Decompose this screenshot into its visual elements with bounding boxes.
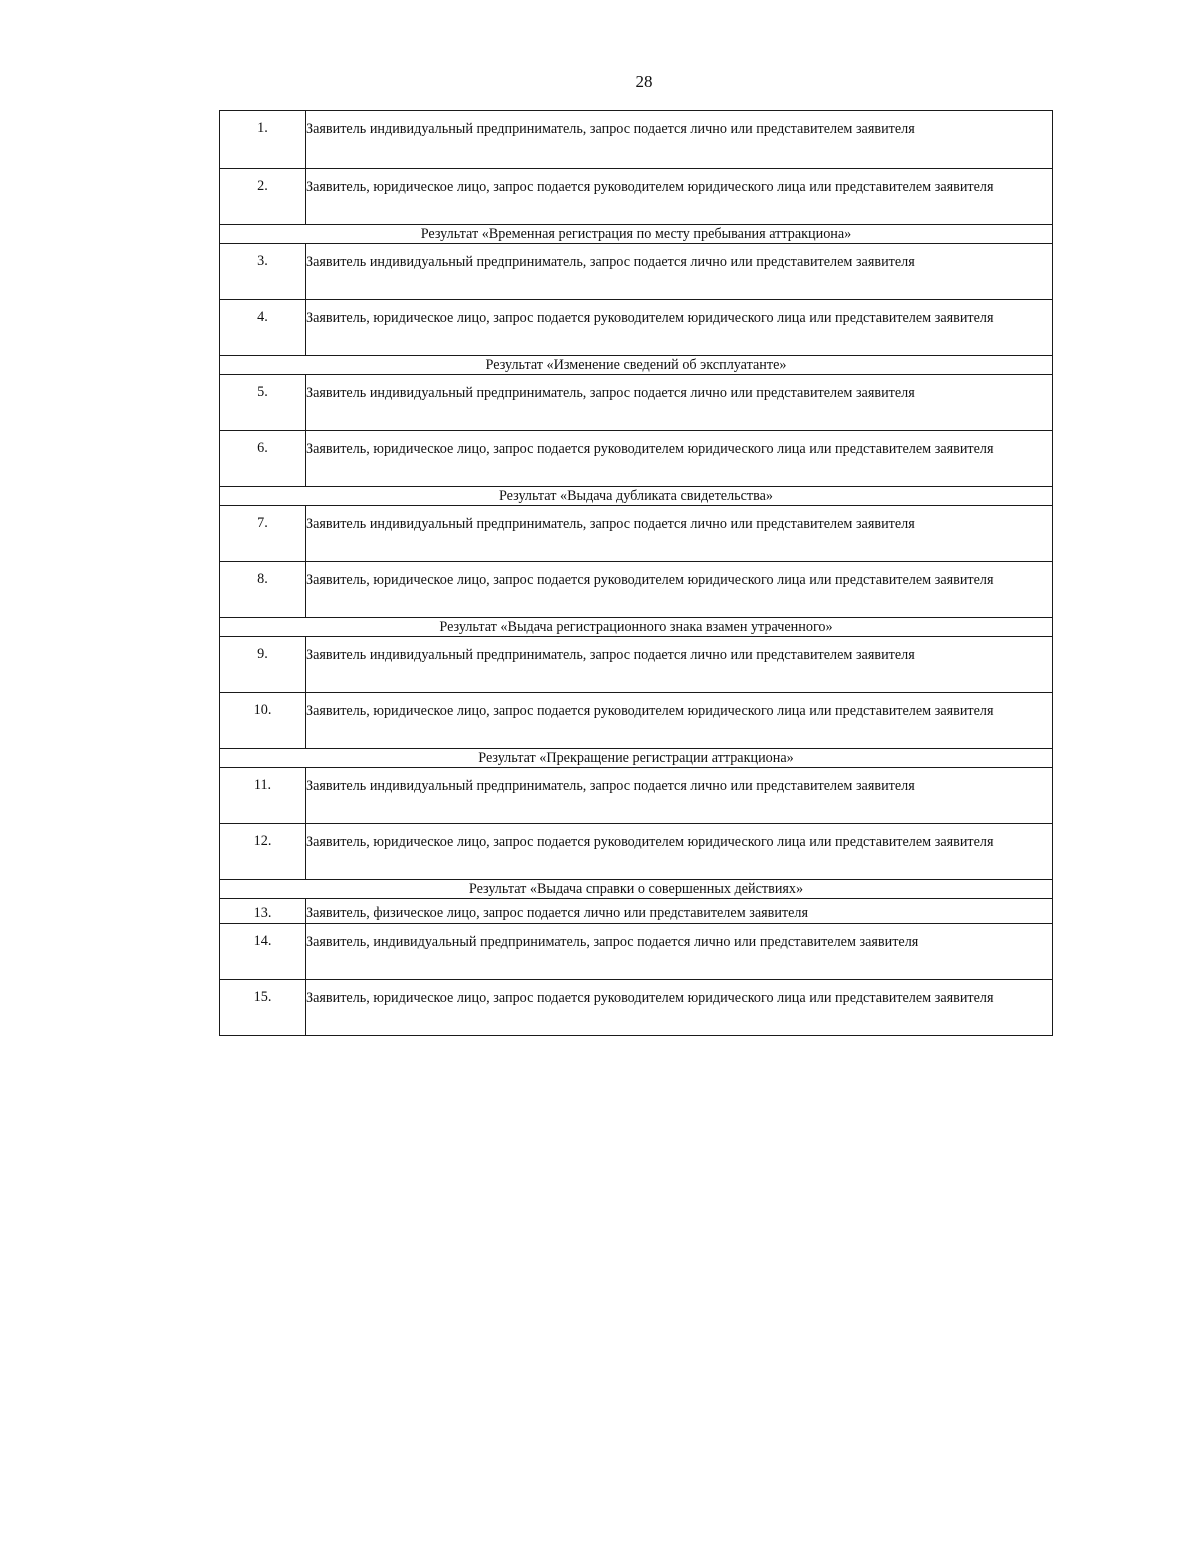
table-row <box>220 924 1053 980</box>
applicant-description: Заявитель индивидуальный предприниматель, запрос подается лично или представителем заявителя <box>306 778 915 794</box>
row-number: 11. <box>220 768 306 824</box>
table-row <box>220 169 1053 225</box>
applicant-description-cell <box>306 693 1053 749</box>
result-header: Результат «Прекращение регистрации аттракциона» <box>220 749 1053 768</box>
applicant-description-cell <box>306 824 1053 880</box>
row-number: 5. <box>220 375 306 431</box>
table-row <box>220 506 1053 562</box>
applicant-description: Заявитель, юридическое лицо, запрос подается руководителем юридического лица или представителем заявителя <box>306 572 994 588</box>
applicant-description: Заявитель, юридическое лицо, запрос подается руководителем юридического лица или представителем заявителя <box>306 441 994 457</box>
table-row <box>220 375 1053 431</box>
result-header: Результат «Выдача дубликата свидетельства» <box>220 487 1053 506</box>
applicant-description: Заявитель индивидуальный предприниматель, запрос подается лично или представителем заявителя <box>306 385 915 401</box>
applicant-description-cell <box>306 431 1053 487</box>
applicant-description-cell <box>306 300 1053 356</box>
applicant-description-cell <box>306 980 1053 1036</box>
row-number: 9. <box>220 637 306 693</box>
applicant-description: Заявитель, юридическое лицо, запрос подается руководителем юридического лица или представителем заявителя <box>306 834 994 850</box>
row-number: 10. <box>220 693 306 749</box>
applicant-description-cell <box>306 768 1053 824</box>
applicant-description-cell <box>306 562 1053 618</box>
table-row <box>220 431 1053 487</box>
result-header: Результат «Выдача справки о совершенных действиях» <box>220 880 1053 899</box>
applicant-description: Заявитель, юридическое лицо, запрос подается руководителем юридического лица или представителем заявителя <box>306 703 994 719</box>
table-row <box>220 244 1053 300</box>
table-row <box>220 824 1053 880</box>
row-number: 8. <box>220 562 306 618</box>
applicant-description-cell <box>306 506 1053 562</box>
applicant-description-cell <box>306 169 1053 225</box>
table-row <box>220 768 1053 824</box>
applicant-description-cell <box>306 111 1053 169</box>
table-row <box>220 899 1053 924</box>
applicant-description: Заявитель, индивидуальный предприниматель, запрос подается лично или представителем заявителя <box>306 934 919 950</box>
applicant-description: Заявитель индивидуальный предприниматель, запрос подается лично или представителем заявителя <box>306 647 915 663</box>
table-row <box>220 300 1053 356</box>
table-row <box>220 693 1053 749</box>
applicant-description-cell <box>306 924 1053 980</box>
applicant-description: Заявитель, юридическое лицо, запрос подается руководителем юридического лица или представителем заявителя <box>306 179 994 195</box>
result-header: Результат «Временная регистрация по месту пребывания аттракциона» <box>220 225 1053 244</box>
table-row <box>220 111 1053 169</box>
applicant-description: Заявитель, физическое лицо, запрос подается лично или представителем заявителя <box>306 905 809 921</box>
row-number: 1. <box>220 111 306 169</box>
applicants-table <box>219 110 1053 1036</box>
applicant-description-cell <box>306 244 1053 300</box>
result-header-row <box>220 487 1053 506</box>
row-number: 2. <box>220 169 306 225</box>
table-row <box>220 637 1053 693</box>
result-header-row <box>220 880 1053 899</box>
row-number: 12. <box>220 824 306 880</box>
applicant-description-cell <box>306 899 1053 924</box>
applicant-description: Заявитель, юридическое лицо, запрос подается руководителем юридического лица или представителем заявителя <box>306 990 994 1006</box>
table-row <box>220 980 1053 1036</box>
result-header-row <box>220 225 1053 244</box>
result-header-row <box>220 356 1053 375</box>
applicant-description: Заявитель индивидуальный предприниматель, запрос подается лично или представителем заявителя <box>306 254 915 270</box>
row-number: 6. <box>220 431 306 487</box>
applicant-description: Заявитель, юридическое лицо, запрос подается руководителем юридического лица или представителем заявителя <box>306 310 994 326</box>
row-number: 15. <box>220 980 306 1036</box>
applicant-description: Заявитель индивидуальный предприниматель, запрос подается лично или представителем заявителя <box>306 516 915 532</box>
row-number: 7. <box>220 506 306 562</box>
row-number: 13. <box>220 899 306 924</box>
table-body <box>220 111 1053 1036</box>
row-number: 4. <box>220 300 306 356</box>
result-header-row <box>220 618 1053 637</box>
result-header: Результат «Изменение сведений об эксплуатанте» <box>220 356 1053 375</box>
result-header-row <box>220 749 1053 768</box>
applicant-description: Заявитель индивидуальный предприниматель, запрос подается лично или представителем заявителя <box>306 121 915 137</box>
table-row <box>220 562 1053 618</box>
row-number: 3. <box>220 244 306 300</box>
applicant-description-cell <box>306 375 1053 431</box>
page-number: 28 <box>635 72 653 91</box>
row-number: 14. <box>220 924 306 980</box>
result-header: Результат «Выдача регистрационного знака взамен утраченного» <box>220 618 1053 637</box>
applicant-description-cell <box>306 637 1053 693</box>
